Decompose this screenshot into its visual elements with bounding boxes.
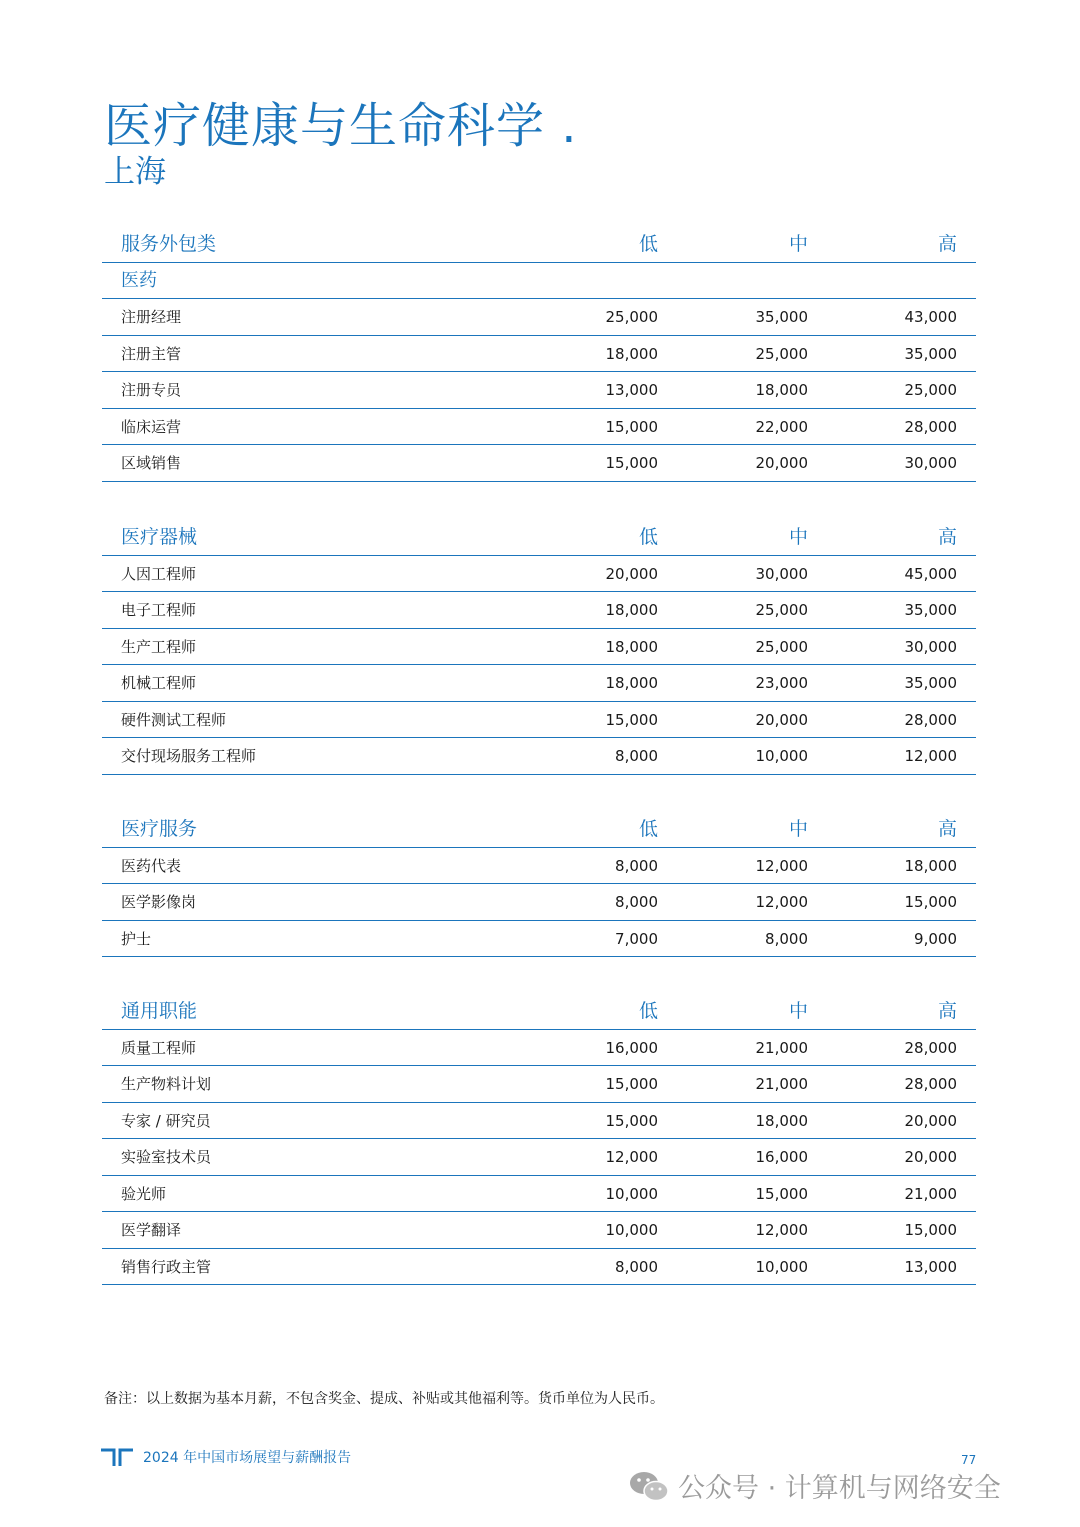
salary-high: 28,000 (904, 1038, 957, 1057)
salary-high: 15,000 (904, 1221, 957, 1239)
table-section-medical-devices (102, 519, 976, 775)
salary-low: 8,000 (615, 747, 658, 765)
job-title: 临床运营 (121, 417, 182, 436)
table-row (102, 848, 976, 885)
salary-high: 15,000 (904, 893, 957, 911)
table-row (102, 1176, 976, 1213)
table-row (102, 921, 976, 958)
salary-low: 18,000 (605, 344, 658, 363)
salary-low: 13,000 (605, 381, 658, 399)
header-mid: 中 (788, 233, 808, 255)
table-row (102, 592, 976, 629)
table-section-general-functions (102, 993, 976, 1285)
header-low: 低 (638, 233, 658, 255)
salary-low: 15,000 (605, 1111, 658, 1130)
job-title: 机械工程师 (121, 674, 197, 692)
salary-mid: 15,000 (755, 1184, 808, 1203)
wechat-icon (628, 1469, 670, 1503)
job-title: 验光师 (121, 1184, 167, 1203)
salary-mid: 25,000 (755, 601, 808, 619)
table-row (102, 336, 976, 373)
table-row (102, 409, 976, 446)
subcategory-label: 医药 (121, 269, 157, 291)
header-high: 高 (937, 526, 957, 548)
salary-high: 28,000 (904, 710, 957, 729)
table-row (102, 884, 976, 921)
salary-mid: 20,000 (755, 454, 808, 472)
job-title: 销售行政主管 (121, 1257, 212, 1276)
header-category: 通用职能 (121, 1000, 198, 1022)
header-low: 低 (638, 526, 658, 548)
table-row (102, 1249, 976, 1286)
salary-high: 30,000 (904, 637, 957, 656)
salary-high: 35,000 (904, 674, 957, 692)
salary-mid: 20,000 (755, 710, 808, 729)
job-title: 生产物料计划 (121, 1075, 212, 1093)
table-row (102, 702, 976, 739)
salary-mid: 22,000 (755, 417, 808, 436)
job-title: 注册主管 (121, 344, 182, 363)
salary-high: 43,000 (904, 308, 957, 326)
table-row (102, 372, 976, 409)
table-row (102, 1103, 976, 1140)
salary-high: 13,000 (904, 1257, 957, 1276)
footnote: 备注：以上数据为基本月薪，不包含奖金、提成、补贴或其他福利等。货币单位为人民币。 (104, 1391, 664, 1407)
table-row (102, 1030, 976, 1067)
salary-high: 9,000 (914, 929, 957, 948)
salary-mid: 12,000 (755, 893, 808, 911)
salary-mid: 30,000 (755, 564, 808, 583)
table-row (102, 1139, 976, 1176)
salary-mid: 12,000 (755, 856, 808, 875)
header-low: 低 (638, 1000, 658, 1022)
salary-low: 18,000 (605, 637, 658, 656)
table-row (102, 299, 976, 336)
salary-low: 10,000 (605, 1184, 658, 1203)
salary-mid: 18,000 (755, 1111, 808, 1130)
header-high: 高 (937, 1000, 957, 1022)
salary-high: 28,000 (904, 417, 957, 436)
job-title: 实验室技术员 (121, 1148, 212, 1166)
salary-high: 12,000 (904, 747, 957, 765)
job-title: 交付现场服务工程师 (121, 747, 257, 765)
header-high: 高 (937, 233, 957, 255)
table-row (102, 556, 976, 593)
salary-low: 7,000 (615, 929, 658, 948)
salary-mid: 23,000 (755, 674, 808, 692)
job-title: 注册专员 (121, 381, 182, 399)
table-section-outsourcing (102, 226, 976, 482)
job-title: 医学影像岗 (121, 893, 197, 911)
salary-high: 30,000 (904, 454, 957, 472)
salary-low: 16,000 (605, 1038, 658, 1057)
header-low: 低 (638, 818, 658, 840)
salary-low: 25,000 (605, 308, 658, 326)
salary-mid: 21,000 (755, 1038, 808, 1057)
salary-high: 20,000 (904, 1111, 957, 1130)
header-mid: 中 (788, 818, 808, 840)
salary-mid: 18,000 (755, 381, 808, 399)
salary-mid: 16,000 (755, 1148, 808, 1166)
page-subtitle: 上海 (104, 154, 166, 190)
table-row (102, 738, 976, 775)
job-title: 护士 (121, 929, 152, 948)
table-header-row (102, 519, 976, 556)
salary-high: 21,000 (904, 1184, 957, 1203)
salary-low: 15,000 (605, 454, 658, 472)
salary-mid: 8,000 (765, 929, 808, 948)
salary-high: 20,000 (904, 1148, 957, 1166)
header-category: 服务外包类 (121, 233, 217, 255)
salary-mid: 12,000 (755, 1221, 808, 1239)
salary-low: 15,000 (605, 1075, 658, 1093)
job-title: 专家 / 研究员 (121, 1111, 211, 1130)
table-row (102, 665, 976, 702)
salary-high: 35,000 (904, 601, 957, 619)
salary-mid: 25,000 (755, 637, 808, 656)
page-title: 医疗健康与生命科学 . (104, 98, 578, 154)
salary-low: 8,000 (615, 856, 658, 875)
table-header-row (102, 993, 976, 1030)
salary-low: 10,000 (605, 1221, 658, 1239)
table-row (102, 445, 976, 482)
table-section-medical-services (102, 811, 976, 957)
salary-high: 25,000 (904, 381, 957, 399)
table-header-row (102, 226, 976, 263)
company-logo-icon (100, 1448, 134, 1468)
header-mid: 中 (788, 1000, 808, 1022)
salary-low: 15,000 (605, 710, 658, 729)
salary-high: 35,000 (904, 344, 957, 363)
table-row (102, 1212, 976, 1249)
header-mid: 中 (788, 526, 808, 548)
watermark-text: 公众号 · 计算机与网络安全 (678, 1473, 1001, 1504)
job-title: 医学翻译 (121, 1221, 182, 1239)
salary-low: 20,000 (605, 564, 658, 583)
table-row (102, 629, 976, 666)
salary-mid: 35,000 (755, 308, 808, 326)
job-title: 医药代表 (121, 856, 182, 875)
salary-high: 28,000 (904, 1075, 957, 1093)
salary-mid: 10,000 (755, 1257, 808, 1276)
salary-low: 8,000 (615, 1257, 658, 1276)
salary-low: 15,000 (605, 417, 658, 436)
header-category: 医疗服务 (121, 818, 198, 840)
salary-mid: 25,000 (755, 344, 808, 363)
job-title: 人因工程师 (121, 564, 197, 583)
report-title: 2024 年中国市场展望与薪酬报告 (143, 1450, 352, 1466)
job-title: 生产工程师 (121, 637, 197, 656)
salary-low: 8,000 (615, 893, 658, 911)
page-number: 77 (961, 1453, 977, 1467)
table-row (102, 1066, 976, 1103)
header-high: 高 (937, 818, 957, 840)
salary-low: 18,000 (605, 601, 658, 619)
salary-high: 18,000 (904, 856, 957, 875)
salary-low: 12,000 (605, 1148, 658, 1166)
header-category: 医疗器械 (121, 526, 198, 548)
salary-high: 45,000 (904, 564, 957, 583)
job-title: 注册经理 (121, 308, 182, 326)
watermark (628, 1466, 1001, 1505)
salary-low: 18,000 (605, 674, 658, 692)
salary-mid: 10,000 (755, 747, 808, 765)
job-title: 硬件测试工程师 (121, 710, 227, 729)
table-header-row (102, 811, 976, 848)
subcategory-row (102, 263, 976, 300)
job-title: 质量工程师 (121, 1038, 197, 1057)
job-title: 电子工程师 (121, 601, 197, 619)
salary-mid: 21,000 (755, 1075, 808, 1093)
job-title: 区域销售 (121, 454, 182, 472)
